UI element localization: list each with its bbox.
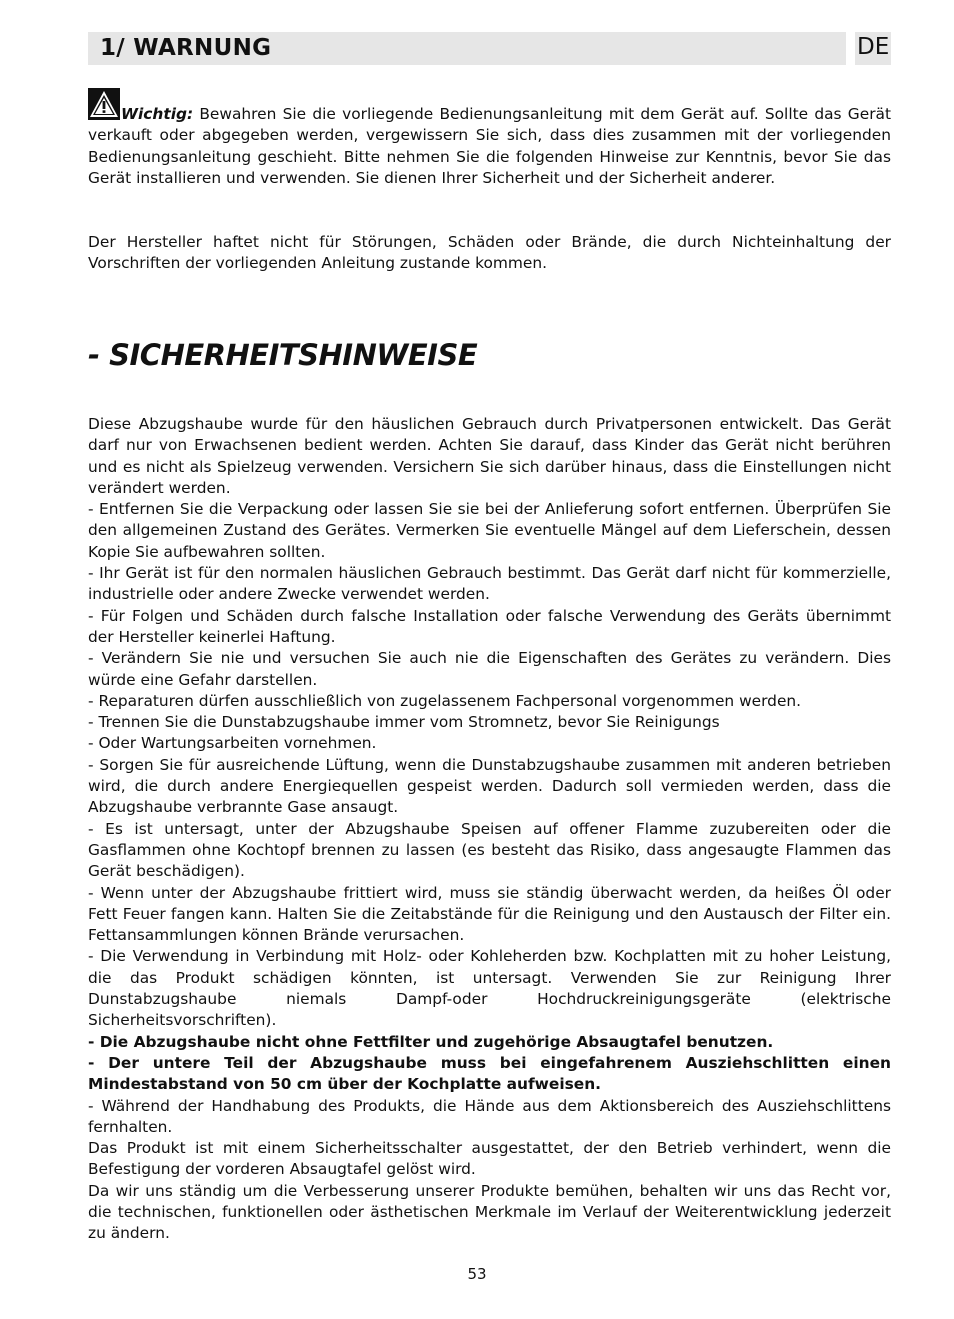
section-header-bar bbox=[88, 32, 846, 65]
paragraph: - Ihr Gerät ist für den normalen häuslichen Gebrauch bestimmt. Das Gerät darf nicht für kommerzielle, industrielle oder andere Zwecke verwendet werden. bbox=[88, 564, 891, 604]
paragraph: - Entfernen Sie die Verpackung oder lassen Sie sie bei der Anlieferung sofort entfernen. Überprüfen Sie den allgemeinen Zustand des Gerätes. Vermerken Sie eventuelle Mängel auf dem Lieferschein, dessen Kopie Sie aufbewahren sollten. bbox=[88, 500, 891, 561]
language-tab bbox=[855, 32, 891, 65]
bold-warning-paragraph: - Die Abzugshaube nicht ohne Fettfilter und zugehörige Absaugtafel benutzen. bbox=[88, 1032, 774, 1051]
paragraph: - Sorgen Sie für ausreichende Lüftung, wenn die Dunstabzugshaube zusammen mit anderen betrieben wird, die durch andere Energiequellen gespeist werden. Dadurch soll vermieden werden, dass die Abzugshaube verbrannte Gase ansaugt. bbox=[88, 755, 891, 817]
bold-warning-paragraph: - Der untere Teil der Abzugshaube muss bei eingefahrenem Ausziehschlitten einen Mindestabstand von 50 cm über der Kochplatte aufweisen. bbox=[88, 1053, 891, 1094]
paragraph: Das Produkt ist mit einem Sicherheitsschalter ausgestattet, der den Betrieb verhindert, wenn die Befestigung der vorderen Absaugtafel gelöst wird. bbox=[88, 1139, 891, 1179]
warning-paragraph bbox=[88, 104, 891, 189]
warning-text: Bewahren Sie die vorliegende Bedienungsanleitung mit dem Gerät auf. Sollte das Gerät verkauft oder abgegeben werden, vergewissern Sie sich, dass dies zusammen mit der vorliegenden Bedienungsanleitung geschieht. Bitte nehmen Sie die folgenden Hinweise zur Kenntnis, bevor Sie das Gerät installieren und verwenden. Sie dienen Ihrer Sicherheit und der Sicherheit anderer. bbox=[88, 105, 891, 187]
section-heading: - SICHERHEITSHINWEISE bbox=[88, 338, 478, 372]
manufacturer-note: Der Hersteller haftet nicht für Störungen, Schäden oder Brände, die durch Nichteinhaltung der Vorschriften der vorliegenden Anleitung zustande kommen. bbox=[88, 233, 891, 273]
paragraph: - Die Verwendung in Verbindung mit Holz- oder Kohleherden bzw. Kochplatten mit zu hoher Leistung, die das Produkt schädigen könnten, ist untersagt. Verwenden Sie zur Reinigung Ihrer Dunstabzugshaube niemals Dampf-oder Hochdruckreinigungsgeräte (elektrische Sicherheitsvorschriften). bbox=[88, 947, 891, 1030]
paragraph: - Für Folgen und Schäden durch falsche Installation oder falsche Verwendung des Geräts übernimmt der Hersteller keinerlei Haftung. bbox=[88, 606, 891, 646]
paragraph: - Oder Wartungsarbeiten vornehmen. bbox=[88, 734, 377, 753]
warning-label: Wichtig: bbox=[121, 105, 194, 123]
safety-instructions bbox=[88, 414, 891, 1245]
paragraph: - Es ist untersagt, unter der Abzugshaube Speisen auf offener Flamme zuzubereiten oder die Gasflammen ohne Kochtopf brennen zu lassen (es besteht das Risiko, dass angesaugte Flammen das Gerät beschädigen). bbox=[88, 819, 891, 881]
paragraph: Diese Abzugshaube wurde für den häuslichen Gebrauch durch Privatpersonen entwickelt. Das Gerät darf nur von Erwachsenen bedient werden. Achten Sie darauf, dass Kinder das Gerät nicht berühren und es nicht als Spielzeug verwenden. Versichern Sie sich darüber hinaus, dass die Einstellungen nicht verändert werden. bbox=[88, 415, 891, 497]
paragraph: - Reparaturen dürfen ausschließlich von zugelassenem Fachpersonal vorgenommen werden. bbox=[88, 691, 802, 710]
language-label: DE bbox=[857, 34, 890, 60]
paragraph: - Wenn unter der Abzugshaube frittiert wird, muss sie ständig überwacht werden, da heißes Öl oder Fett Feuer fangen kann. Halten Sie die Zeitabstände für die Reinigung und den Austausch der Filter ein. Fettansammlungen können Brände verursachen. bbox=[88, 883, 891, 945]
page-number: 53 bbox=[467, 1265, 487, 1283]
paragraph: - Trennen Sie die Dunstabzugshaube immer vom Stromnetz, bevor Sie Reinigungs bbox=[88, 713, 720, 732]
paragraph: Da wir uns ständig um die Verbesserung unserer Produkte bemühen, behalten wir uns das Recht vor, die technischen, funktionellen oder ästhetischen Merkmale im Verlauf der Weiterentwicklung jederzeit zu ändern. bbox=[88, 1181, 891, 1243]
section-title: 1/ WARNUNG bbox=[100, 35, 272, 61]
paragraph: - Während der Handhabung des Produkts, die Hände aus dem Aktionsbereich des Ausziehschlittens fernhalten. bbox=[88, 1096, 891, 1136]
paragraph: - Verändern Sie nie und versuchen Sie auch nie die Eigenschaften des Gerätes zu verändern. Dies würde eine Gefahr darstellen. bbox=[88, 649, 891, 689]
